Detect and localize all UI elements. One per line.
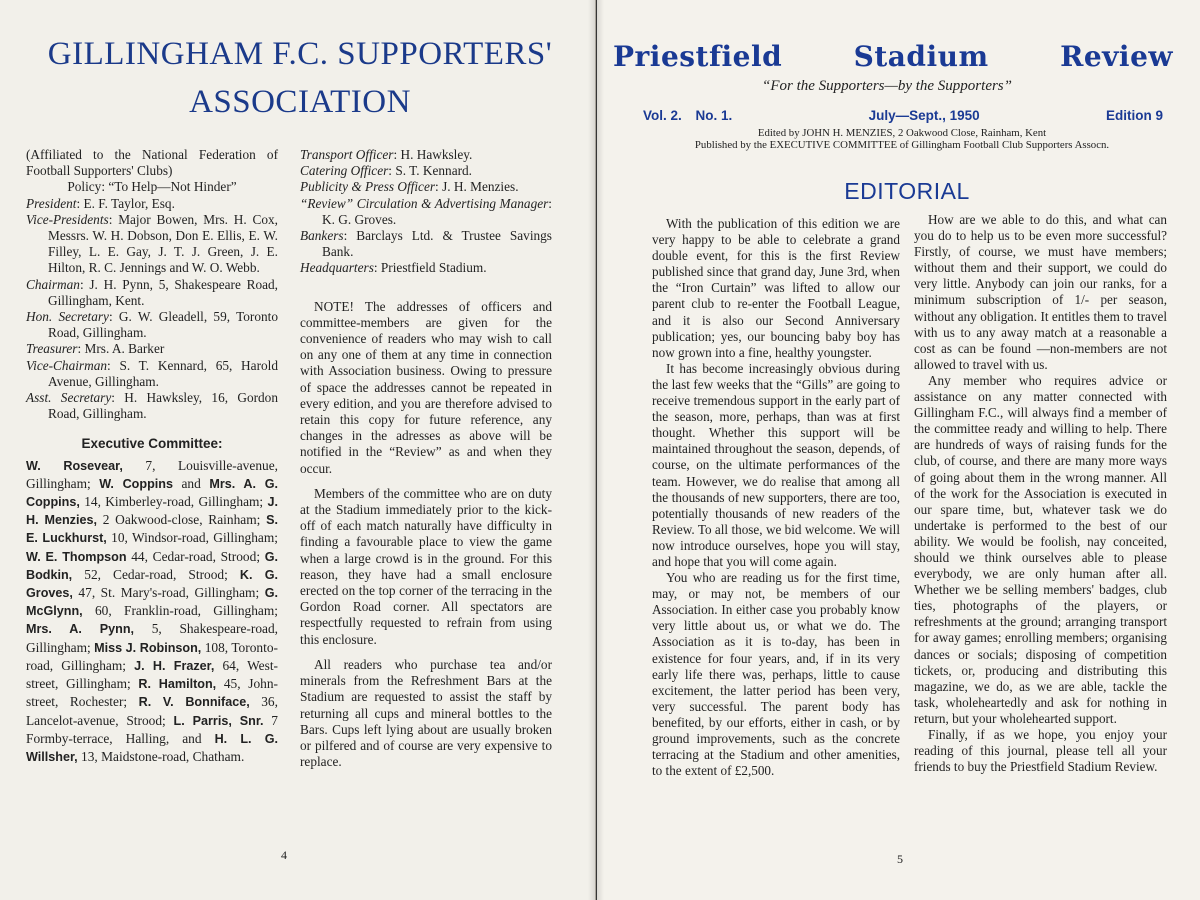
editorial-column-1 [652,216,900,779]
officer-role: “Review” Circulation & Advertising Manager [300,195,549,211]
right-page [597,0,1200,900]
committee-member-address: 60, Franklin-road, Gillingham; [82,603,278,619]
committee-member-address: and [172,475,210,491]
note-paragraph: Members of the committee who are on duty at the Stadium immediately prior to the kick-off of each match naturally have difficulty in finding a favourable place to view the game when a large crowd is in the ground. For this reason, they have had a small enclosure erected on the top corner of the terracing in the Gordon Road corner. All spectators are respectfully requested to refrain from using this enclosure. [300,485,552,647]
officer-entry: Treasurer: Mrs. A. Barker [26,341,165,357]
notes-list [300,299,552,771]
issue-volume: Vol. 2. [643,108,682,123]
committee-member-address: 47, St. Mary's-road, Gillingham; [72,585,265,601]
editorial-paragraph: It has become increasingly obvious during the last few weeks that the “Gills” are going to receive tremendous support in the early part of the season, more, perhaps, than was at first thought. Whether this support will be maintained throughout the season, depends, of course, on the ultimate performances of the team. However, we do realise that among all the thousands of new supporters, there are too, potentially thousands of new readers of the Review. To all those, we bid welcome. We will now introduce ourselves, hope you will stay, and hope that you will come again. [652,360,900,569]
spine-shadow [588,0,604,900]
officers-list-2 [300,147,552,277]
officer-entry: Publicity & Press Officer: J. H. Menzies. [300,179,519,195]
left-page [0,0,596,900]
committee-member-name: R. V. Bonniface, [138,695,250,710]
officer-text: S. T. Kennard, 65, Harold Avenue, Gillingham. [48,357,278,389]
officer-entry: Asst. Secretary: H. Hawksley, 16, Gordon Road, Gillingham. [26,390,278,422]
page-number-left: 4 [281,848,287,862]
masthead-word-1: Priestfield [613,40,783,73]
committee-member-name: J. H. Frazer, [134,658,215,673]
editorial-paragraph: With the publication of this edition we are very happy to be able to celebrate a grand double event, for this is the first Review published since that grand day, June 3rd, when the “Iron Curtain” was lifted to allow our parent club to re-enter the Football League, and it is also our Second Anniversary publication; yes, our bouncing baby boy has now grown into a fine, healthy youngster. [652,216,900,360]
committee-member-address: 7, Louisville-avenue, Gillingham; [26,457,279,491]
editorial-paragraph: Any member who requires advice or assistance on any matter connected with Gillingham F.C., will always find a member of the committee ready and willing to help. There are hundreds of ways of raising funds for the club, of course, and there are many more ways of going about them in the wrong manner. All of the work for the Association is executed in our spare time, but, whatever task we do undertake is performed to the best of our ability. We would be foolish, nay conceited, should we think ourselves able to please everybody, we are only human after all. Whether we be selling members' badges, club ties, photographs of the players, or refreshments at the ground; arranging transport for away games; enrolling members; organising dances or socials; disposing of competition tickets, or, producing and distributing this magazine, we do, as we are able, tackle the task, wholeheartedly and ask for nothing in return, but your wholehearted support. [914,372,1167,726]
committee-member-address: 2 Oakwood-close, Rainham; [96,512,267,528]
association-title [20,30,580,126]
officer-entry: Catering Officer: S. T. Kennard. [300,163,473,179]
officer-role: Treasurer [26,341,78,357]
association-title-line2: ASSOCIATION [189,84,411,120]
masthead-word-3: Review [1060,40,1173,73]
officer-role: Bankers [300,228,344,244]
officer-role: Vice-Chairman [26,357,107,373]
officer-text: Priestfield Stadium. [380,260,487,276]
committee-member-name: R. Hamilton, [138,677,217,692]
officer-text: H. Hawksley. [400,147,473,162]
committee-member-name: W. Coppins [99,476,173,491]
committee-member-name: K. G. Groves, [26,567,279,601]
editorial-paragraph: You who are reading us for the first time, may, or may not, be members of our Association. In either case you probably know very little about us, or what we do. The Association as it is to-day, has been in existence for four years, and, if in its very early life there was, perhaps, little to cause excitement, the latter period has been very, very successful. The parent body has benefited, by our efforts, either in cash, or by ground improvements, such as the concrete terracing at the Stadium and other amenities, to the extent of £2,500. [652,570,900,779]
committee-member-name: H. L. G. Willsher, [26,731,278,764]
officer-role: Headquarters [300,260,374,276]
committee-member-address: 14, Kimberley-road, Gillingham; [79,494,268,510]
page-number-right: 5 [897,852,903,866]
officer-role: Publicity & Press Officer [300,179,436,195]
note-paragraph: NOTE! The addresses of officers and committee-members are given for the convenience of readers who may wish to call on any one of them at any time in connection with Association business. Owing to pressure of space the addresses cannot be repeated in every edition, and you are therefore advised to retain this copy for future reference, any changes in the adresses as above will be notified in the “Review” as and when they occur. [300,298,552,476]
officer-text: Barclays Ltd. & Trustee Savings Bank. [322,228,552,260]
officer-entry: Vice-Presidents: Major Bowen, Mrs. H. Cox, Messrs. W. H. Dobson, Don E. Ellis, E. W. Filley, L. E. Gay, J. T. J. Green, J. E. Hilton, R. C. Jennings and W. O. Webb. [26,211,278,276]
committee-list [26,457,278,766]
committee-member-name: S. E. Luckhurst, [26,513,278,546]
officer-text: J. H. Menzies. [442,179,519,195]
note-paragraph: All readers who purchase tea and/or minerals from the Refreshment Bars at the Stadium are requested to assist the staff by returning all cups and mineral bottles to the Bars. Cups left lying about are usually broken or pilfered and of course are very expensive to replace. [300,656,552,770]
officer-entry: Hon. Secretary: G. W. Gleadell, 59, Toronto Road, Gillingham. [26,309,278,341]
issue-date: July—Sept., 1950 [868,108,980,123]
committee-member-name: Miss J. Robinson, [94,640,202,655]
issue-edition: Edition 9 [1105,108,1163,123]
committee-member-address: 45, John-street, Rochester; [26,676,278,710]
committee-member-name: W. E. Thompson [26,549,127,564]
policy-line: Policy: “To Help—Not Hinder” [67,179,237,195]
affiliation-note: (Affiliated to the National Federation of Football Supporters' Clubs) [26,147,278,179]
committee-member-address: 52, Cedar-road, Strood; [72,566,240,582]
editorial-paragraph: Finally, if as we hope, you enjoy your reading of this journal, please tell all your friends to buy the Priestfield Stadium Review. [914,727,1167,775]
committee-member-name: W. Rosevear, [26,458,123,473]
committee-member-address: 13, Maidstone-road, Chatham. [77,748,245,764]
masthead-title [613,40,1173,73]
committee-member-address: 10, Windsor-road, Gillingham; [106,530,278,546]
officer-entry: Vice-Chairman: S. T. Kennard, 65, Harold Avenue, Gillingham. [26,357,278,389]
committee-member-name: L. Parris, Snr. [173,713,264,728]
publisher-line: Published by the EXECUTIVE COMMITTEE of Gillingham Football Club Supporters Assocn. [694,139,1110,151]
officer-role: Transport Officer [300,147,394,162]
officer-entry: Bankers: Barclays Ltd. & Trustee Savings Bank. [300,228,552,260]
officer-text: H. Hawksley, 16, Gordon Road, Gillingham. [48,390,278,422]
committee-member-address: 5, Shakespeare-road, Gillingham; [26,621,279,655]
officer-entry: “Review” Circulation & Advertising Manager: K. G. Groves. [300,195,552,227]
officer-role: Chairman [26,276,80,292]
officer-entry: Transport Officer: H. Hawksley. [300,147,473,162]
issue-volume-number [643,108,742,123]
officer-entry: Chairman: J. H. Pynn, 5, Shakespeare Road, Gillingham, Kent. [26,276,278,308]
editor-credits [637,127,1167,151]
committee-member-address: 44, Cedar-road, Strood; [126,548,265,564]
officer-text: E. F. Taylor, Esq. [83,195,175,211]
officers-list [26,196,278,423]
officers-column [26,147,278,766]
officer-role: Hon. Secretary [26,309,109,325]
officer-role: Catering Officer [300,163,389,179]
officer-role: Asst. Secretary [26,390,112,406]
editorial-column-2 [914,212,1167,775]
officer-text: J. H. Pynn, 5, Shakespeare Road, Gillingham, Kent. [48,276,278,308]
masthead-tagline: “For the Supporters—by the Supporters” [761,78,1012,94]
committee-heading: Executive Committee: [81,436,223,452]
officer-text: Major Bowen, Mrs. H. Cox, Messrs. W. H. Dobson, Don E. Ellis, E. W. Filley, L. E. Gay, J. T. J. Green, J. E. Hilton, R. C. Jennings and W. O. Webb. [48,211,278,276]
association-title-line1: GILLINGHAM F.C. SUPPORTERS' [47,36,553,72]
committee-member-address: 36, Lancelot-avenue, Strood; [26,694,278,728]
officer-text: Mrs. A. Barker [84,341,165,357]
officer-text: S. T. Kennard. [395,163,473,179]
officer-entry: President: E. F. Taylor, Esq. [26,195,175,211]
committee-member-name: Mrs. A. Pynn, [26,622,135,637]
issue-number: No. 1. [695,108,733,123]
editorial-paragraph: How are we able to do this, and what can you do to help us to be even more successful? Firstly, of course, we must have members; without them and their support, we could do very little. Anybody can join our ranks, for a minimum subscription of 1/- per season, without any obligation. It entitles them to travel with us to any away match at a reasonable a cost as can be found —non-members are not allowed to travel with us. [914,212,1167,372]
committee-member-address: 108, Toronto-road, Gillingham; [26,639,278,673]
committee-member-address: 64, West-street, Gillingham; [26,657,278,692]
masthead-word-2: Stadium [853,40,989,73]
committee-member-name: G. Bodkin, [26,549,278,582]
officer-role: President [26,195,77,211]
committee-member-name: J. H. Menzies, [26,495,278,528]
editor-line: Edited by JOHN H. MENZIES, 2 Oakwood Close, Rainham, Kent [757,127,1047,139]
officer-text: K. G. Groves. [322,211,397,227]
officer-text: G. W. Gleadell, 59, Toronto Road, Gillingham. [48,309,278,341]
committee-member-address: 7 Formby-terrace, Halling, and [26,712,278,746]
notes-column [300,147,552,770]
committee-member-name: Mrs. A. G. Coppins, [26,476,278,510]
issue-line [643,108,1163,123]
committee-member-name: G. McGlynn, [26,586,278,619]
officer-role: Vice-Presidents [26,211,109,227]
officer-entry: Headquarters: Priestfield Stadium. [300,260,487,276]
editorial-heading: EDITORIAL [844,178,970,204]
